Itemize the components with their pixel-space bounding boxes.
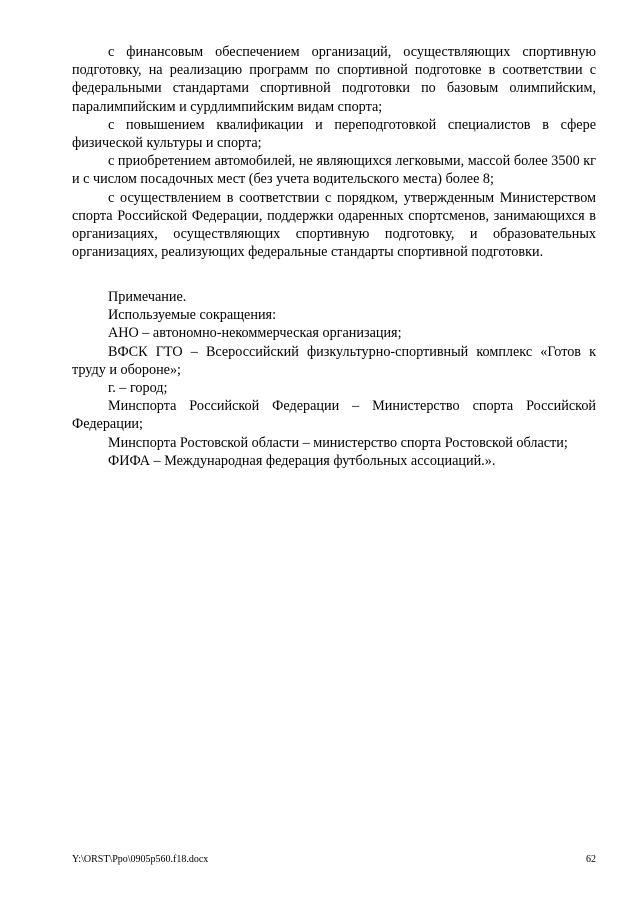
notes-title: Примечание. (108, 289, 187, 305)
paragraph-qualification: с повышением квалификации и переподготовкой специалистов в сфере физической культуры и спорта; (72, 116, 596, 152)
abbreviation-item: Минспорта Ростовской области – министерство спорта Ростовской области; (108, 434, 568, 451)
abbreviation-item: АНО – автономно-некоммерческая организация; (108, 325, 402, 342)
abbreviation-item: Минспорта Российской Федерации – Министерство спорта Российской Федерации; (72, 398, 596, 433)
notes-subtitle: Используемые сокращения: (108, 307, 277, 324)
page-number: 62 (586, 854, 596, 865)
paragraph-vehicles: с приобретением автомобилей, не являющихся легковыми, массой более 3500 кг и с числом посадочных мест (без учета водительского места) более 8; (72, 153, 596, 188)
footer-file-path: Y:\ORST\Ppo\0905p560.f18.docx (72, 854, 209, 865)
abbreviation-item: ФИФА – Международная федерация футбольных ассоциаций.». (108, 452, 496, 469)
body-text (72, 43, 596, 261)
notes-section (72, 288, 596, 470)
paragraph-financing: с финансовым обеспечением организаций, осуществляющих спортивную подготовку, на реализацию программ по спортивной подготовке в соответствии с федеральными стандартами спортивной подготовки по базовым олимпийским, паралимпийским и сурдлимпийским видам спорта; (72, 44, 596, 115)
paragraph-athletes-support: с осуществлением в соответствии с порядком, утвержденным Министерством спорта Российской Федерации, поддержки одаренных спортсменов, занимающихся в организациях, осуществляющих спортивную подготовку, и образовательных организациях, реализующих федеральные стандарты спортивной подготовки. (72, 189, 596, 261)
abbreviation-item: г. – город; (108, 380, 168, 397)
abbreviation-item: ВФСК ГТО – Всероссийский физкультурно-спортивный комплекс «Готов к труду и обороне»; (72, 343, 596, 378)
